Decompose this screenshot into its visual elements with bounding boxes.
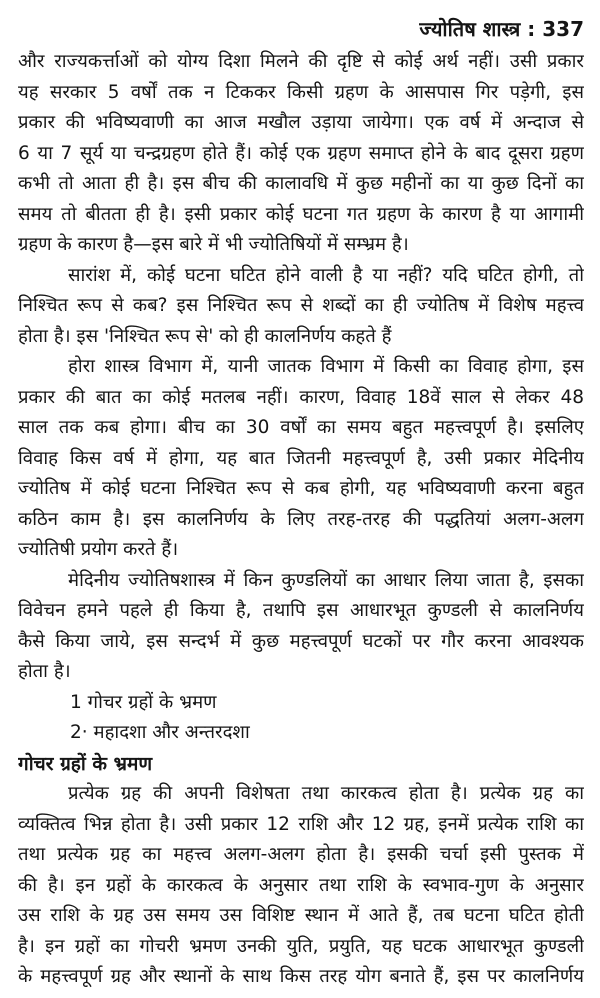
text-line: प्रकार की भविष्यवाणी का आज मखौल उड़ाया जायेगा। एक वर्ष में अन्दाज से	[18, 112, 584, 133]
section-heading: गोचर ग्रहों के भ्रमण	[18, 752, 153, 775]
list-item: 1 गोचर ग्रहों के भ्रमण	[70, 691, 217, 713]
text-line: 6 या 7 सूर्य या चन्द्रग्रहण होते हैं। कोई एक ग्रहण समाप्त होने के बाद दूसरा ग्रहण	[18, 142, 584, 164]
text-line: सारांश में, कोई घटना घटित होने वाली है या नहीं? यदि घटित होगी, तो	[68, 264, 584, 286]
text-line: साल तक कब होगा। बीच का 30 वर्षों का समय बहुत महत्त्वपूर्ण है। इसलिए	[18, 417, 584, 438]
text-line: उस राशि के ग्रह उस समय उस विशिष्ट स्थान में आते हैं, तब घटना घटित होती	[18, 905, 584, 926]
text-line: कठिन काम है। इस कालनिर्णय के लिए तरह-तरह की पद्धतियां अलग-अलग	[18, 508, 584, 530]
text-line: होता है। इस 'निश्चित रूप से' को ही कालनिर्णय कहते हैं	[18, 325, 392, 347]
text-line: कभी तो आता ही है। इस बीच की कालावधि में कुछ महीनों का या कुछ दिनों का	[18, 173, 584, 194]
text-line: प्रत्येक ग्रह की अपनी विशेषता तथा कारकत्व होता है। प्रत्येक ग्रह का	[68, 783, 584, 804]
text-line: मेदिनीय ज्योतिषशास्त्र में किन कुण्डलियों का आधार लिया जाता है, इसका	[68, 569, 584, 591]
text-line: यह सरकार 5 वर्षों तक न टिककर किसी ग्रहण के आसपास गिर पड़ेगी, इस	[18, 81, 584, 103]
text-line: निश्चित रूप से कब? इस निश्चित रूप से शब्दों का ही ज्योतिष में विशेष महत्त्व	[18, 295, 584, 316]
text-line: ज्योतिष में कोई घटना निश्चित रूप से कब होगी, यह भविष्यवाणी करना बहुत	[18, 478, 584, 499]
text-line: ज्योतिषी प्रयोग करते हैं।	[18, 539, 179, 560]
list-item: 2· महादशा और अन्तरदशा	[70, 722, 250, 743]
text-line: कैसे किया जाये, इस सन्दर्भ में कुछ महत्त्वपूर्ण घटकों पर गौर करना आवश्यक	[18, 630, 584, 652]
text-line: व्यक्तित्व भिन्न होता है। उसी प्रकार 12 राशि और 12 ग्रह, इनमें प्रत्येक राशि का	[18, 813, 584, 835]
text-line: तथा प्रत्येक ग्रह का महत्त्व अलग-अलग होता है। इसकी चर्चा इसी पुस्तक में	[18, 844, 584, 865]
text-line: होरा शास्त्र विभाग में, यानी जातक विभाग में किसी का विवाह होगा, इस	[68, 356, 584, 377]
text-line: प्रकार की बात का कोई मतलब नहीं। कारण, विवाह 18वें साल से लेकर 48	[18, 386, 584, 408]
running-header: ज्योतिष शास्त्र : 337	[419, 17, 584, 41]
text-line: है। इन ग्रहों का गोचरी भ्रमण उनकी युति, प्रयुति, यह घटक आधारभूत कुण्डली	[18, 935, 584, 957]
text-line: के महत्त्वपूर्ण ग्रह और स्थानों के साथ किस तरह योग बनाते हैं, इस पर कालनिर्णय	[18, 966, 584, 987]
page-body	[18, 47, 584, 993]
text-line: और राज्यकर्त्ताओं को योग्य दिशा मिलने की दृष्टि से कोई अर्थ नहीं। उसी प्रकार	[18, 51, 584, 72]
text-line: समय तो बीतता ही है। इसी प्रकार कोई घटना गत ग्रहण के कारण है या आगामी	[18, 203, 584, 225]
text-line: विवाह किस वर्ष में होगा, यह बात जितनी महत्त्वपूर्ण है, उसी प्रकार मेदिनीय	[18, 447, 584, 469]
text-line: ग्रहण के कारण है—इस बारे में भी ज्योतिषियों में सम्भ्रम है।	[18, 234, 409, 255]
text-line: होता है।	[18, 661, 71, 682]
text-line: विवेचन हमने पहले ही किया है, तथापि इस आधारभूत कुण्डली से कालनिर्णय	[18, 600, 584, 621]
text-line: की है। इन ग्रहों के कारकत्व के अनुसार तथा राशि के स्वभाव-गुण के अनुसार	[18, 874, 584, 896]
